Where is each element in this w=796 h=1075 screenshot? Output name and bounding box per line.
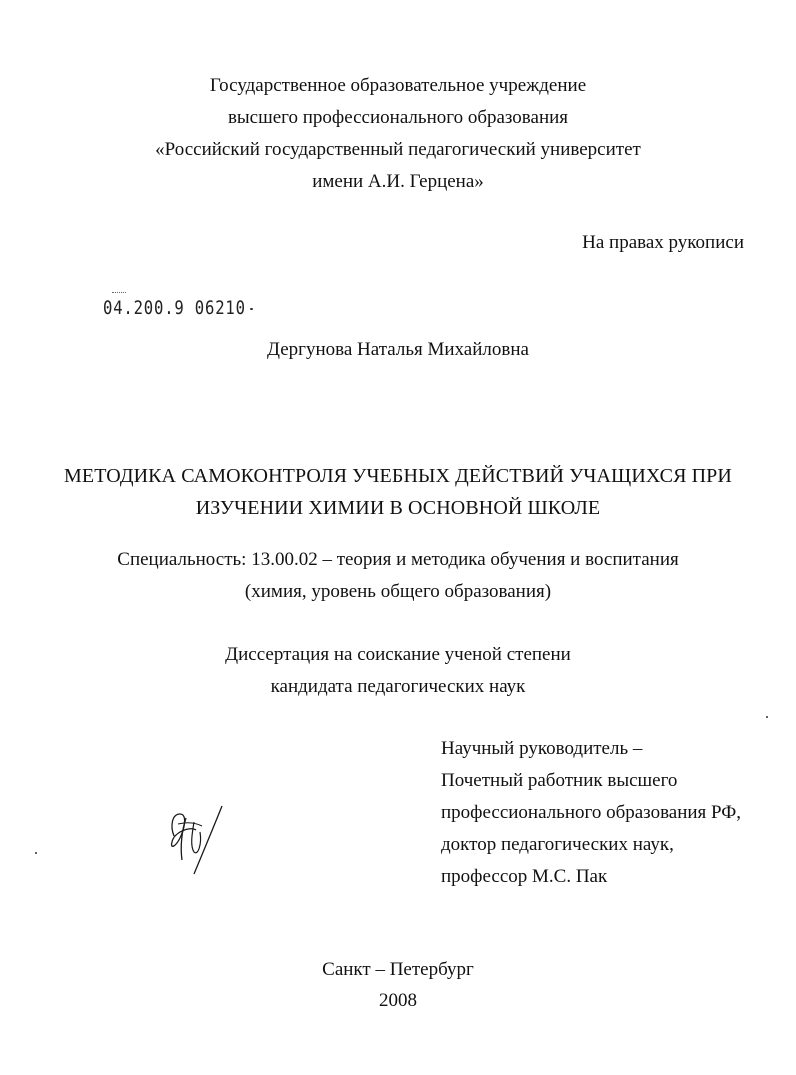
- speck: [35, 852, 37, 854]
- institution-line-2: высшего профессионального образования: [227, 107, 569, 128]
- stamp-number: 04.200.9 06210: [103, 297, 246, 319]
- supervisor-line-5: профессор М.С. Пак: [441, 866, 608, 887]
- institution-line-4: имени А.И. Герцена»: [312, 171, 484, 192]
- author-name: Дергунова Наталья Михайловна: [267, 339, 529, 360]
- supervisor-line-3: профессионального образования РФ,: [441, 802, 742, 823]
- institution-line-1: Государственное образовательное учреждение: [209, 75, 587, 96]
- manuscript-note: На правах рукописи: [582, 232, 744, 253]
- institution-line-3: «Российский государственный педагогический университет: [155, 139, 641, 160]
- stamp-mark: [112, 292, 126, 295]
- specialty-line-2: (химия, уровень общего образования): [244, 581, 552, 602]
- specialty-line-1: Специальность: 13.00.02 – теория и методика обучения и воспитания: [117, 549, 679, 570]
- speck: [766, 716, 768, 718]
- place: Санкт – Петербург: [322, 959, 474, 980]
- stamp-dot: [250, 308, 253, 310]
- dissertation-line-2: кандидата педагогических наук: [270, 676, 526, 697]
- supervisor-line-1: Научный руководитель –: [441, 738, 643, 759]
- title-line-2: ИЗУЧЕНИИ ХИМИИ В ОСНОВНОЙ ШКОЛЕ: [195, 497, 601, 519]
- signature: [160, 800, 230, 880]
- supervisor-line-2: Почетный работник высшего: [441, 770, 678, 791]
- title-line-1: МЕТОДИКА САМОКОНТРОЛЯ УЧЕБНЫХ ДЕЙСТВИЙ УЧАЩИХСЯ ПРИ: [64, 465, 732, 487]
- supervisor-line-4: доктор педагогических наук,: [441, 834, 674, 855]
- dissertation-line-1: Диссертация на соискание ученой степени: [225, 644, 571, 665]
- year: 2008: [379, 990, 417, 1011]
